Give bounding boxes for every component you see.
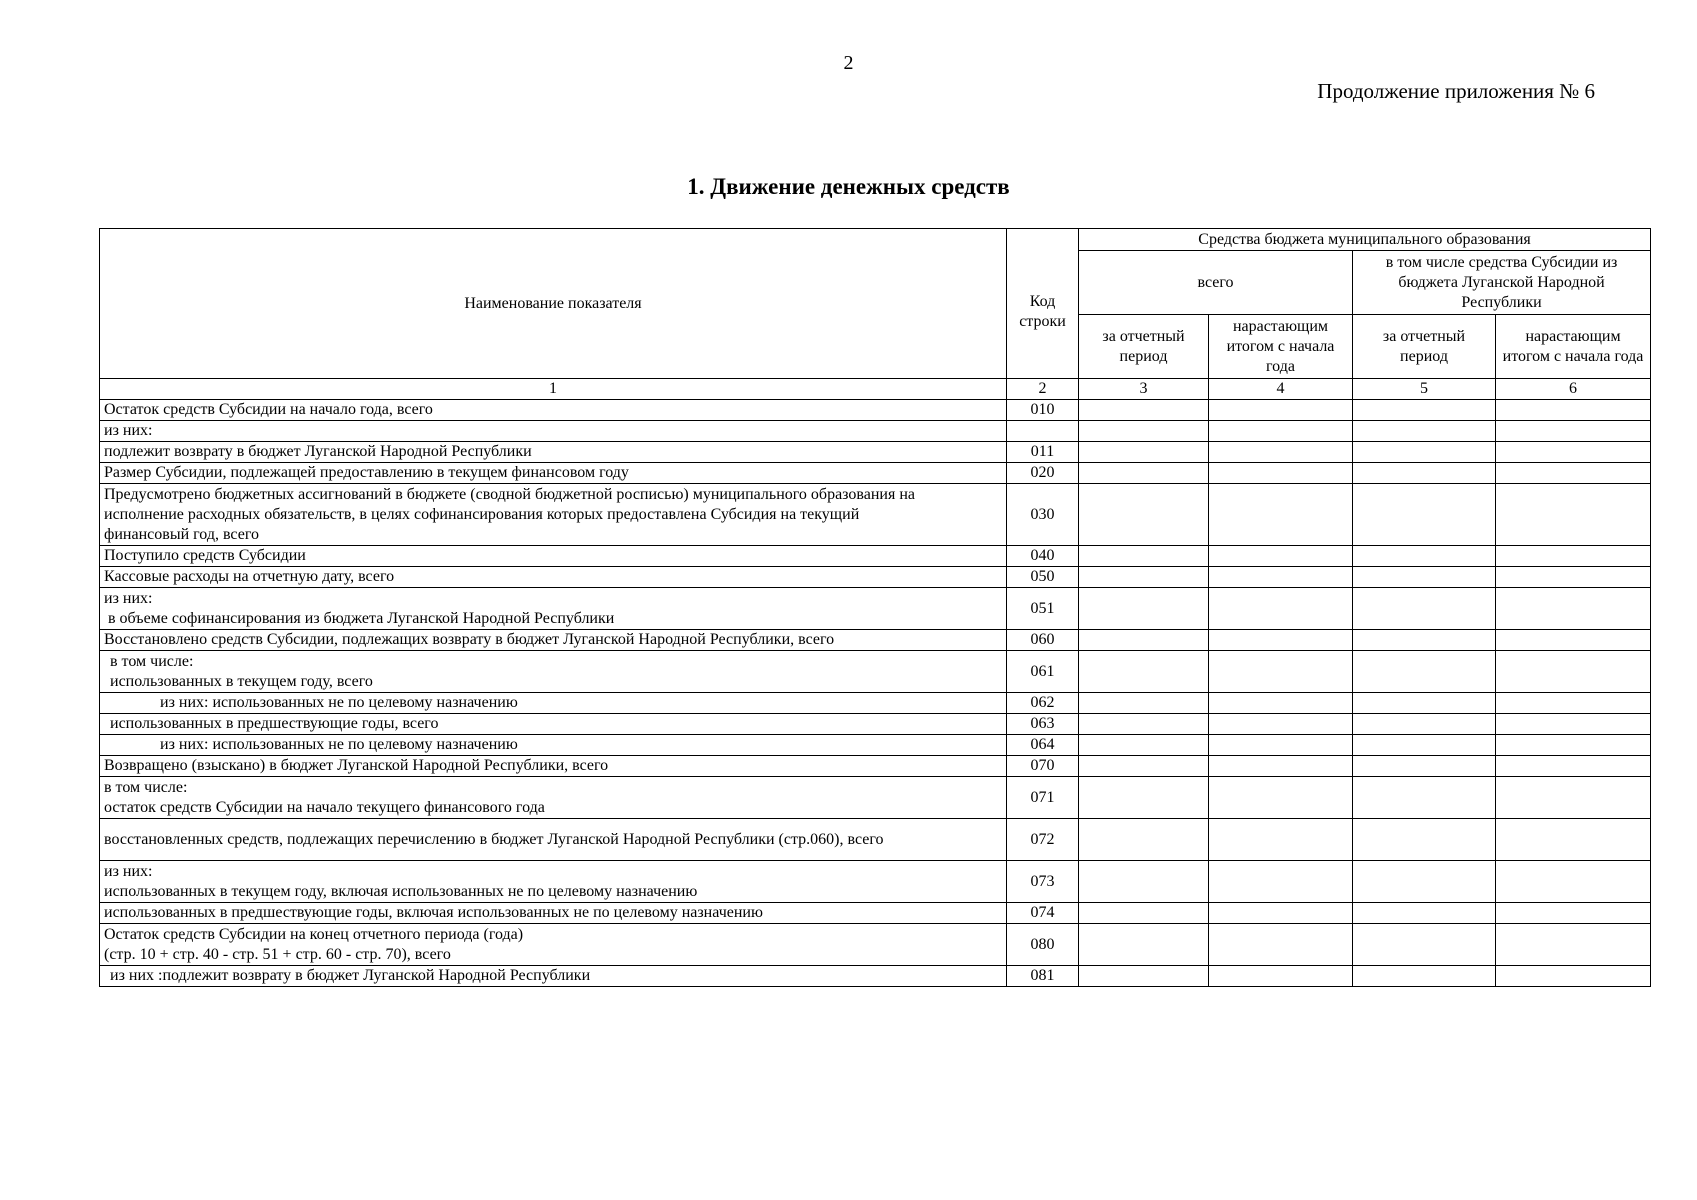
value-cell — [1496, 421, 1651, 442]
value-cell — [1079, 463, 1209, 484]
value-cell — [1209, 400, 1353, 421]
header-name: Наименование показателя — [100, 229, 1007, 379]
value-cell — [1079, 756, 1209, 777]
value-cell — [1209, 651, 1353, 693]
row-name-line: из них: — [104, 862, 153, 880]
row-code: 071 — [1007, 777, 1079, 819]
column-number: 3 — [1079, 379, 1209, 400]
value-cell — [1209, 630, 1353, 651]
column-number: 5 — [1353, 379, 1496, 400]
table-row — [100, 630, 1651, 651]
row-code — [1007, 421, 1079, 442]
value-cell — [1496, 966, 1651, 987]
row-code: 064 — [1007, 735, 1079, 756]
value-cell — [1209, 588, 1353, 630]
table-row — [100, 546, 1651, 567]
value-cell — [1209, 463, 1353, 484]
value-cell — [1079, 924, 1209, 966]
value-cell — [1496, 567, 1651, 588]
value-cell — [1209, 421, 1353, 442]
table-row — [100, 903, 1651, 924]
value-cell — [1079, 819, 1209, 861]
value-cell — [1209, 861, 1353, 903]
value-cell — [1496, 735, 1651, 756]
value-cell — [1079, 693, 1209, 714]
row-name: Возвращено (взыскано) в бюджет Луганской Народной Республики, всего — [100, 756, 1007, 777]
page-number: 2 — [843, 52, 854, 74]
row-name: восстановленных средств, подлежащих перечислению в бюджет Луганской Народной Республики (стр.060), всего — [100, 819, 1007, 861]
header-cumulative-total: нарастающим итогом с начала года — [1209, 315, 1353, 379]
value-cell — [1496, 630, 1651, 651]
row-code: 063 — [1007, 714, 1079, 735]
value-cell — [1209, 567, 1353, 588]
row-name-line: (стр. 10 + стр. 40 - стр. 51 + стр. 60 - стр. 70), всего — [104, 945, 451, 963]
column-number: 6 — [1496, 379, 1651, 400]
row-code: 070 — [1007, 756, 1079, 777]
section-title: 1. Движение денежных средств — [687, 174, 1010, 199]
table-row — [100, 442, 1651, 463]
row-name: Поступило средств Субсидии — [100, 546, 1007, 567]
value-cell — [1496, 756, 1651, 777]
value-cell — [1209, 777, 1353, 819]
row-name — [100, 588, 1007, 630]
value-cell — [1353, 400, 1496, 421]
value-cell — [1496, 924, 1651, 966]
row-name-line: использованных в текущем году, включая использованных не по целевому назначению — [104, 882, 698, 900]
value-cell — [1353, 735, 1496, 756]
row-name: из них: — [100, 421, 1007, 442]
row-code: 020 — [1007, 463, 1079, 484]
row-name: Восстановлено средств Субсидии, подлежащих возврату в бюджет Луганской Народной Республики, всего — [100, 630, 1007, 651]
row-code: 073 — [1007, 861, 1079, 903]
value-cell — [1496, 903, 1651, 924]
value-cell — [1209, 735, 1353, 756]
value-cell — [1079, 567, 1209, 588]
value-cell — [1353, 546, 1496, 567]
row-code: 040 — [1007, 546, 1079, 567]
table-row — [100, 777, 1651, 819]
column-number: 4 — [1209, 379, 1353, 400]
value-cell — [1209, 484, 1353, 546]
value-cell — [1353, 693, 1496, 714]
row-code: 051 — [1007, 588, 1079, 630]
row-name — [100, 777, 1007, 819]
table-row — [100, 588, 1651, 630]
column-number-row — [100, 379, 1651, 400]
table-row — [100, 484, 1651, 546]
cash-flow-table — [99, 228, 1651, 987]
value-cell — [1079, 400, 1209, 421]
table-row — [100, 966, 1651, 987]
row-name: подлежит возврату в бюджет Луганской Народной Республики — [100, 442, 1007, 463]
value-cell — [1496, 442, 1651, 463]
row-name: из них: использованных не по целевому назначению — [100, 693, 1007, 714]
table-row — [100, 421, 1651, 442]
column-number: 1 — [100, 379, 1007, 400]
row-name-line: в объеме софинансирования из бюджета Луганской Народной Республики — [108, 609, 615, 627]
value-cell — [1209, 756, 1353, 777]
row-name: Остаток средств Субсидии на начало года, всего — [100, 400, 1007, 421]
row-code: 080 — [1007, 924, 1079, 966]
value-cell — [1496, 777, 1651, 819]
value-cell — [1353, 756, 1496, 777]
table-row — [100, 924, 1651, 966]
value-cell — [1353, 714, 1496, 735]
table-row — [100, 756, 1651, 777]
value-cell — [1079, 546, 1209, 567]
row-code: 030 — [1007, 484, 1079, 546]
appendix-note: Продолжение приложения № 6 — [1317, 79, 1595, 103]
value-cell — [1209, 819, 1353, 861]
value-cell — [1496, 651, 1651, 693]
row-name: Предусмотрено бюджетных ассигнований в бюджете (сводной бюджетной росписью) муниципального образования на исполнение расходных обязательств, в целях софинансирования которых предоставлена Субсидия на текущий финансовый год, всего — [100, 484, 1007, 546]
value-cell — [1209, 442, 1353, 463]
row-code: 081 — [1007, 966, 1079, 987]
row-name: Размер Субсидии, подлежащей предоставлению в текущем финансовом году — [100, 463, 1007, 484]
row-code: 010 — [1007, 400, 1079, 421]
row-code: 072 — [1007, 819, 1079, 861]
header-period-subsidy: за отчетный период — [1353, 315, 1496, 379]
row-code: 074 — [1007, 903, 1079, 924]
row-code: 050 — [1007, 567, 1079, 588]
header-subsidy: в том числе средства Субсидии из бюджета Луганской Народной Республики — [1353, 251, 1651, 315]
value-cell — [1353, 777, 1496, 819]
row-name-line: в том числе: — [110, 652, 194, 670]
value-cell — [1079, 484, 1209, 546]
row-name — [100, 651, 1007, 693]
value-cell — [1079, 777, 1209, 819]
value-cell — [1353, 421, 1496, 442]
row-name: использованных в предшествующие годы, всего — [100, 714, 1007, 735]
value-cell — [1209, 714, 1353, 735]
value-cell — [1496, 484, 1651, 546]
header-period-total: за отчетный период — [1079, 315, 1209, 379]
table-row — [100, 463, 1651, 484]
value-cell — [1353, 630, 1496, 651]
value-cell — [1496, 463, 1651, 484]
table-row — [100, 693, 1651, 714]
value-cell — [1209, 924, 1353, 966]
value-cell — [1496, 861, 1651, 903]
value-cell — [1353, 903, 1496, 924]
header-total: всего — [1079, 251, 1353, 315]
header-cumulative-subsidy: нарастающим итогом с начала года — [1496, 315, 1651, 379]
row-name: использованных в предшествующие годы, включая использованных не по целевому назначению — [100, 903, 1007, 924]
row-code: 011 — [1007, 442, 1079, 463]
value-cell — [1353, 484, 1496, 546]
value-cell — [1079, 861, 1209, 903]
value-cell — [1209, 903, 1353, 924]
value-cell — [1079, 442, 1209, 463]
row-name-line: Остаток средств Субсидии на конец отчетного периода (года) — [104, 925, 524, 943]
value-cell — [1496, 588, 1651, 630]
table-row — [100, 735, 1651, 756]
row-name-line: из них: — [104, 589, 153, 607]
header-municipal-funds: Средства бюджета муниципального образования — [1079, 229, 1651, 251]
row-code: 062 — [1007, 693, 1079, 714]
row-code: 060 — [1007, 630, 1079, 651]
table-row — [100, 714, 1651, 735]
row-name-line: в том числе: — [104, 778, 188, 796]
value-cell — [1079, 630, 1209, 651]
row-name — [100, 924, 1007, 966]
value-cell — [1353, 819, 1496, 861]
value-cell — [1079, 421, 1209, 442]
table-row — [100, 400, 1651, 421]
table-row — [100, 651, 1651, 693]
value-cell — [1353, 861, 1496, 903]
value-cell — [1353, 924, 1496, 966]
value-cell — [1496, 693, 1651, 714]
value-cell — [1496, 714, 1651, 735]
value-cell — [1079, 651, 1209, 693]
row-name-line: остаток средств Субсидии на начало текущего финансового года — [104, 798, 545, 816]
row-name: Кассовые расходы на отчетную дату, всего — [100, 567, 1007, 588]
value-cell — [1496, 819, 1651, 861]
value-cell — [1209, 546, 1353, 567]
row-name — [100, 861, 1007, 903]
value-cell — [1353, 442, 1496, 463]
value-cell — [1353, 567, 1496, 588]
value-cell — [1353, 463, 1496, 484]
header-code: Код строки — [1007, 229, 1079, 379]
value-cell — [1209, 693, 1353, 714]
row-code: 061 — [1007, 651, 1079, 693]
value-cell — [1353, 966, 1496, 987]
value-cell — [1353, 588, 1496, 630]
value-cell — [1079, 903, 1209, 924]
row-name: из них :подлежит возврату в бюджет Луганской Народной Республики — [100, 966, 1007, 987]
table-row — [100, 861, 1651, 903]
value-cell — [1079, 714, 1209, 735]
value-cell — [1079, 588, 1209, 630]
value-cell — [1209, 966, 1353, 987]
row-name: из них: использованных не по целевому назначению — [100, 735, 1007, 756]
value-cell — [1079, 966, 1209, 987]
value-cell — [1353, 651, 1496, 693]
column-number: 2 — [1007, 379, 1079, 400]
table-row — [100, 819, 1651, 861]
table-row — [100, 567, 1651, 588]
value-cell — [1496, 400, 1651, 421]
row-name-line: использованных в текущем году, всего — [110, 672, 373, 690]
value-cell — [1079, 735, 1209, 756]
value-cell — [1496, 546, 1651, 567]
